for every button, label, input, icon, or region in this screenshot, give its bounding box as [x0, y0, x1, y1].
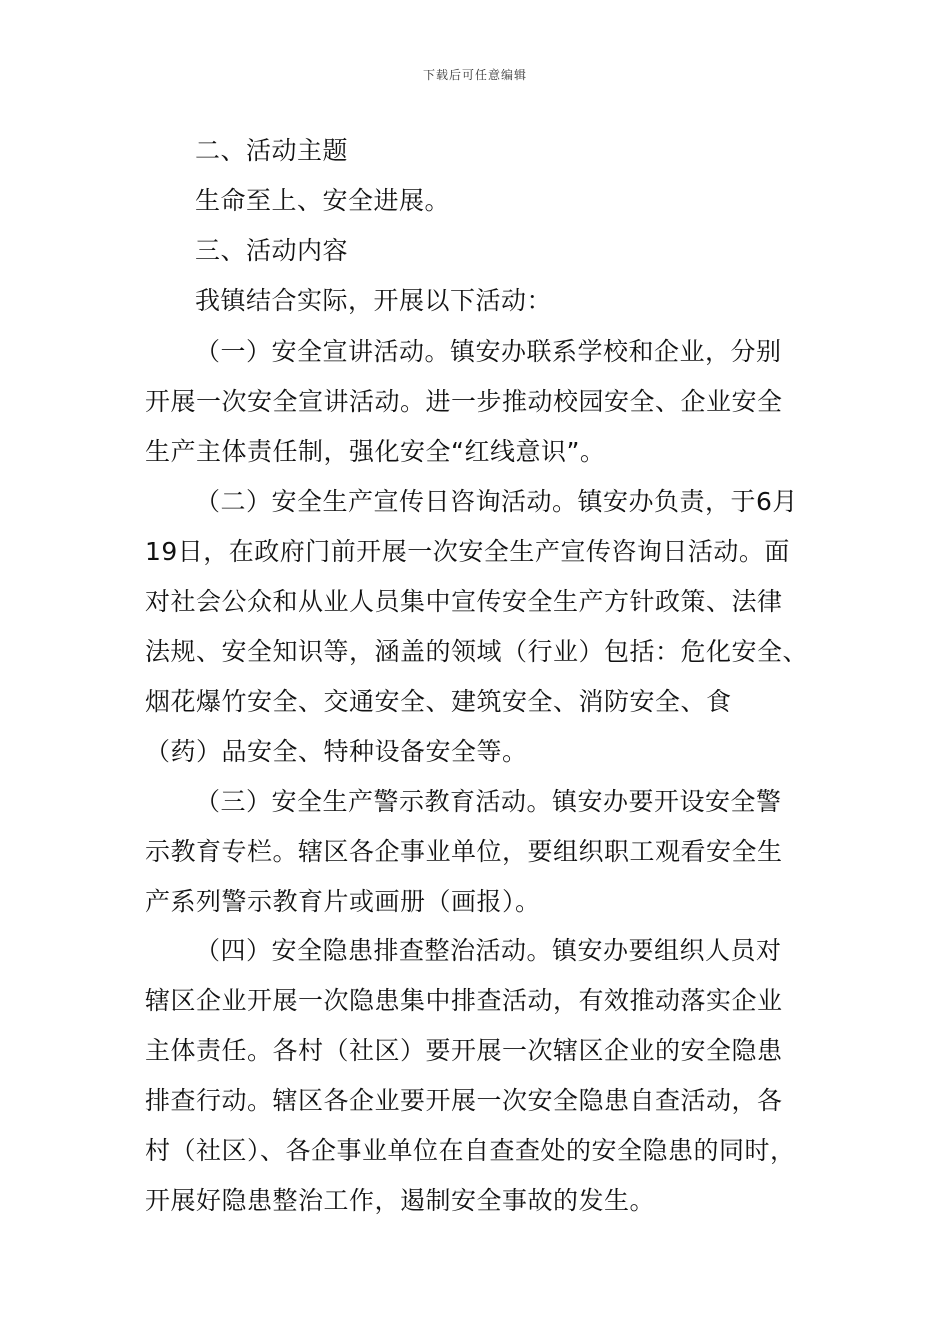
paragraph-line: 对社会公众和从业人员集中宣传安全生产方针政策、法律 — [145, 587, 783, 616]
paragraph-line: （一）安全宣讲活动。镇安办联系学校和企业，分别 — [195, 337, 782, 366]
paragraph-line: 生产主体责任制，强化安全“红线意识”。 — [145, 437, 606, 466]
paragraph-line: （药）品安全、特种设备安全等。 — [145, 737, 528, 766]
paragraph-line: 开展一次安全宣讲活动。进一步推动校园安全、企业安全 — [145, 387, 783, 416]
section-heading-theme: 二、活动主题 — [195, 136, 349, 165]
paragraph-line: 主体责任。各村（社区）要开展一次辖区企业的安全隐患 — [145, 1036, 783, 1065]
section-heading-content: 三、活动内容 — [195, 236, 349, 265]
paragraph-line: 排查行动。辖区各企业要开展一次安全隐患自查活动，各 — [145, 1086, 783, 1115]
paragraph-line: （三）安全生产警示教育活动。镇安办要开设安全警 — [195, 787, 782, 816]
paragraph-line: （二）安全生产宣传日咨询活动。镇安办负责，于6月 — [195, 487, 798, 516]
paragraph-line: 示教育专栏。辖区各企事业单位，要组织职工观看安全生 — [145, 837, 783, 866]
page-header: 下载后可任意编辑 — [422, 68, 527, 82]
paragraph-line: 辖区企业开展一次隐患集中排查活动，有效推动落实企业 — [145, 986, 783, 1015]
paragraph-line: （四）安全隐患排查整治活动。镇安办要组织人员对 — [195, 936, 782, 965]
theme-text: 生命至上、安全进展。 — [195, 186, 451, 215]
paragraph-line: 产系列警示教育片或画册（画报）。 — [145, 887, 541, 916]
paragraph-line: 烟花爆竹安全、交通安全、建筑安全、消防安全、食 — [145, 687, 732, 716]
paragraph-line: 村（社区）、各企事业单位在自查查处的安全隐患的同时， — [145, 1136, 796, 1165]
intro-text: 我镇结合实际，开展以下活动： — [195, 286, 553, 315]
paragraph-line: 开展好隐患整治工作，遏制安全事故的发生。 — [145, 1186, 656, 1215]
paragraph-line: 19日，在政府门前开展一次安全生产宣传咨询日活动。面 — [145, 537, 790, 566]
paragraph-line: 法规、安全知识等，涵盖的领域（行业）包括：危化安全、 — [145, 637, 809, 666]
